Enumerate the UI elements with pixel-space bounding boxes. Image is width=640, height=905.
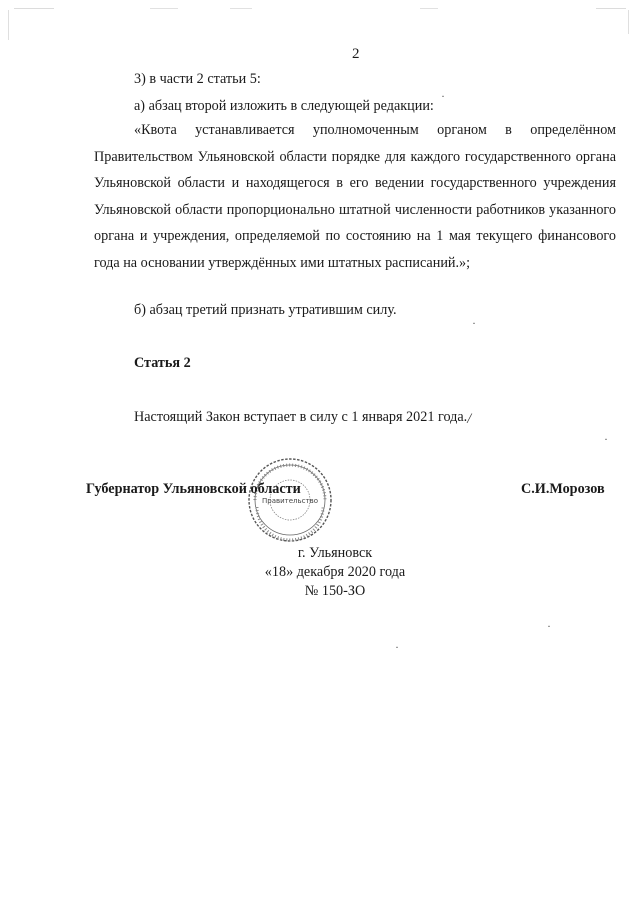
scan-edge-mark (420, 8, 438, 9)
scan-speck: · (441, 89, 445, 103)
scan-speck: · (395, 640, 399, 654)
signatory-name: С.И.Морозов (521, 481, 605, 497)
scan-edge-mark (230, 8, 252, 9)
seal-text: Правительство (262, 497, 318, 505)
scan-edge-mark (14, 8, 54, 9)
footer-number: № 150-ЗО (304, 583, 366, 599)
part-reference: 3) в части 2 статьи 5: (134, 71, 261, 87)
scan-edge-mark (596, 8, 626, 9)
item-a: а) абзац второй изложить в следующей редакции: (134, 98, 434, 114)
scan-edge-mark (628, 10, 629, 34)
enactment-text: Настоящий Закон вступает в силу с 1 января 2021 года. (134, 409, 468, 425)
official-seal (245, 455, 335, 545)
scan-speck: · (604, 432, 608, 446)
scan-speck: · (472, 316, 476, 330)
item-b: б) абзац третий признать утратившим силу. (134, 302, 397, 318)
scan-edge-mark (8, 10, 9, 40)
quota-paragraph: «Квота устанавливается уполномоченным органом в определённом Правительством Ульяновской области порядке для каждого государственного органа Ульяновской области и находящегося в его ведении государственного учреждения Ульяновской области пропорционально штатной численности работников указанного органа и учреждения, определяемой по состоянию на 1 мая текущего финансового года на основании утверждённых ими штатных расписаний.»; (94, 122, 616, 271)
pen-mark: / (467, 411, 472, 427)
enactment-clause (134, 409, 471, 426)
scan-edge-mark (150, 8, 178, 9)
page-number: 2 (352, 46, 360, 62)
signatory-title: Губернатор Ульяновской области (86, 481, 301, 497)
scan-speck: · (547, 619, 551, 633)
article-heading: Статья 2 (134, 355, 191, 371)
footer-city: г. Ульяновск (297, 545, 373, 561)
footer-date: «18» декабря 2020 года (264, 564, 406, 580)
